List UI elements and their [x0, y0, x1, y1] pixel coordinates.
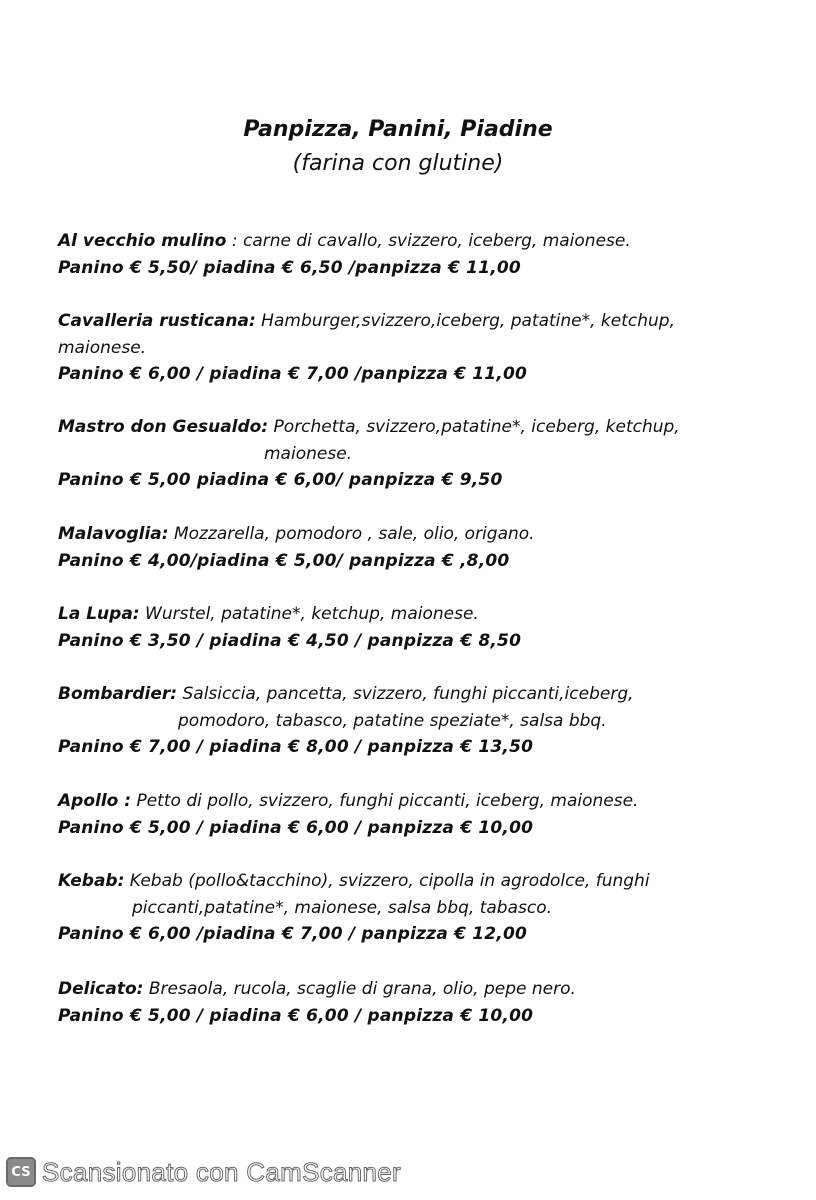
menu-item-malavoglia — [58, 521, 748, 574]
item-description-continued: piccanti,patatine*, maionese, salsa bbq, tabasco. — [132, 897, 553, 918]
item-name: Apollo : — [58, 791, 132, 811]
item-description: Bresaola, rucola, scaglie di grana, olio, pepe nero. — [143, 979, 576, 999]
watermark-text: Scansionato con CamScanner — [42, 1156, 402, 1187]
page-title: Panpizza, Panini, Piadine — [243, 117, 553, 142]
item-description-continued: maionese. — [264, 443, 353, 464]
item-description-continued: pomodoro, tabasco, patatine speziate*, salsa bbq. — [178, 710, 607, 731]
item-description: Kebab (pollo&tacchino), svizzero, cipolla in agrodolce, funghi — [124, 871, 650, 891]
menu-item-bombardier — [58, 681, 748, 761]
page-subtitle: (farina con glutine) — [292, 151, 504, 176]
item-description-continued: maionese. — [58, 337, 147, 358]
item-price: Panino € 4,00/piadina € 5,00/ panpizza € ,8,00 — [58, 550, 510, 571]
item-name: Delicato: — [58, 979, 144, 999]
item-price: Panino € 7,00 / piadina € 8,00 / panpizza € 13,50 — [58, 737, 534, 757]
item-price: Panino € 5,00 / piadina € 6,00 / panpizza € 10,00 — [58, 817, 534, 838]
item-name: Kebab: — [58, 871, 125, 891]
item-price: Panino € 5,00 piadina € 6,00/ panpizza € 9,50 — [58, 470, 503, 490]
menu-item-delicato — [58, 976, 748, 1029]
menu-item-al-vecchio-mulino — [58, 228, 748, 281]
item-name: Malavoglia: — [58, 524, 169, 544]
menu-item-mastro-don-gesualdo — [58, 414, 748, 494]
camscanner-logo-icon: CS — [6, 1157, 36, 1187]
scanner-watermark — [6, 1152, 401, 1192]
item-description: Petto di pollo, svizzero, funghi piccanti, iceberg, maionese. — [131, 791, 639, 811]
item-name: Bombardier: — [58, 684, 178, 704]
item-price: Panino € 6,00 /piadina € 7,00 / panpizza € 12,00 — [58, 924, 528, 944]
item-description: Porchetta, svizzero,patatine*, iceberg, ketchup, — [268, 417, 680, 437]
menu-item-kebab — [58, 868, 748, 948]
item-description: : carne di cavallo, svizzero, iceberg, maionese. — [226, 231, 631, 251]
menu-item-apollo — [58, 788, 748, 841]
item-description: Mozzarella, pomodoro , sale, olio, origano. — [168, 524, 535, 544]
item-description: Wurstel, patatine*, ketchup, maionese. — [139, 604, 479, 624]
item-price: Panino € 5,00 / piadina € 6,00 / panpizza € 10,00 — [58, 1005, 534, 1026]
menu-item-la-lupa — [58, 601, 748, 654]
item-price: Panino € 6,00 / piadina € 7,00 /panpizza € 11,00 — [58, 364, 528, 384]
item-name: La Lupa: — [58, 604, 140, 624]
item-price: Panino € 5,50/ piadina € 6,50 /panpizza € 11,00 — [58, 257, 521, 278]
item-description: Hamburger,svizzero,iceberg, patatine*, ketchup, — [255, 311, 675, 331]
item-price: Panino € 3,50 / piadina € 4,50 / panpizza € 8,50 — [58, 630, 522, 651]
item-description: Salsiccia, pancetta, svizzero, funghi piccanti,iceberg, — [177, 684, 634, 704]
item-name: Al vecchio mulino — [58, 231, 227, 251]
item-name: Cavalleria rusticana: — [58, 311, 256, 331]
menu-item-cavalleria-rusticana — [58, 308, 748, 388]
item-name: Mastro don Gesualdo: — [58, 417, 269, 437]
